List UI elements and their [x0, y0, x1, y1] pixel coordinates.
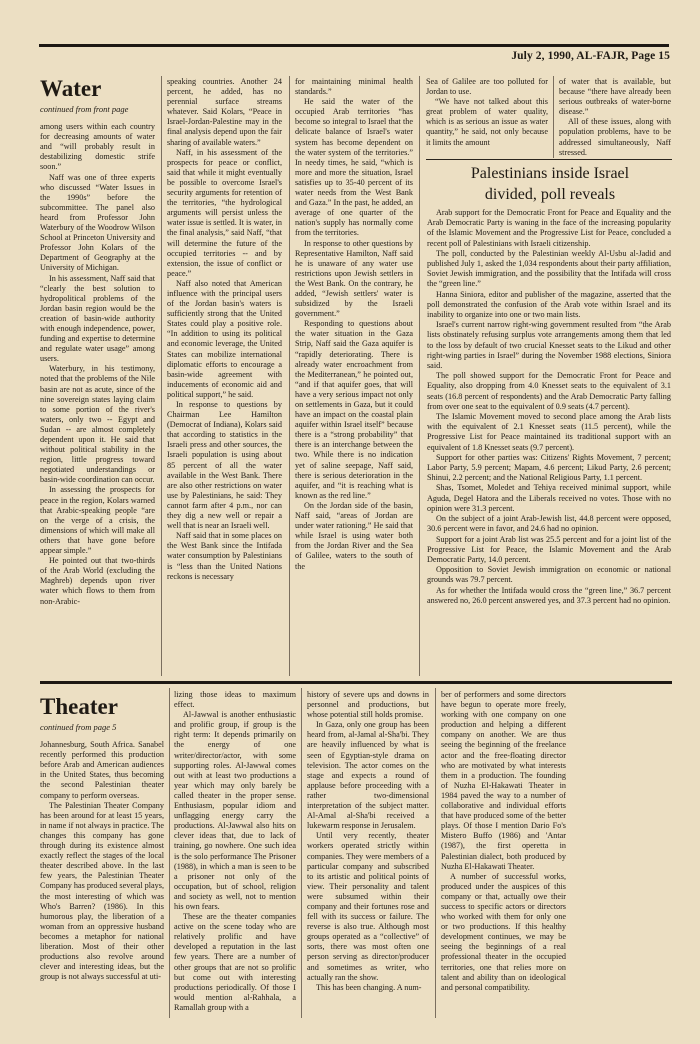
- poll-paragraph: Arab support for the Democratic Front for Peace and Equality and the Arab Democratic Party is waning in the face of the increasing popularity of the Islamic Movement and the Progressive List for Peace, concluded a recent poll of Palestinians with Israeli citizenship.: [427, 208, 671, 248]
- theater-column-3: [307, 690, 429, 1020]
- theater-paragraph: Al-Jawwal is another enthusiastic and prolific group, if group is the right term: It depends primarily on the energy of one writer/director/actor, with some supporting roles. Al-Jawwal comes out with at least two productions a year which may only barely be called theater in the proper sense. Enthusiasm, popular idiom and unflagging energy carry the productions. Al-Jawwal also hits on clever ideas that, due to lack of training, go nowhere. One such idea is the solo performance The Prisoner (1988), in which a man is seen to be a prisoner not only of the occupation, but of school, religion and society as well, not to mention his own fears.: [174, 710, 296, 911]
- poll-paragraph: Support for other parties was: Citizens' Rights Movement, 7 percent; Labor Party, 5.9 percent; Mapam, 4.6 percent; Likud Party, 2.6 percent; Shinui, 2.2 percent; and the National Religious Party, 1.1 percent.: [427, 452, 671, 483]
- poll-paragraph: Hanna Siniora, editor and publisher of the magazine, asserted that the poll demonstrated the confusion of the Arab vote within Israel and its inability to organize into one or two main lists.: [427, 289, 671, 320]
- water-paragraph: In assessing the prospects for peace in the region, Kolars warned that Arabic-speaking people “are on the verge of a crisis, the dimensions of which will make all others that have gone before appear simple.”: [40, 485, 155, 556]
- water-paragraph: In his assessment, Naff said that “clearly the best solution to hydropolitical problems of the Jordan basin region would be the creation of basin-wide authority with enough independence, power, funding and expertise to determine and regulate water usage” among users.: [40, 273, 155, 364]
- water-paragraph: Naff said that in some places on the West Bank since the Intifada water consumption by Palestinians is “less than the United Nations reckons is necessary: [167, 531, 282, 581]
- water-continued-line: continued from front page: [40, 104, 129, 114]
- water-paragraph: Waterbury, in his testimony, noted that the problems of the Nile basin are not as acute, since of the nine sovereign states laying claim to some portion of the river's waters, only two -- Egypt and Sudan -- are almost completely dependent upon it. He said that without political stability in the region, little progress toward negotiated understandings or basin-wide coordination can occur.: [40, 364, 155, 485]
- poll-body: [427, 208, 671, 678]
- page-folio: July 2, 1990, AL-FAJR, Page 15: [511, 50, 670, 62]
- theater-paragraph: Johannesburg, South Africa. Sanabel recently performed this production before Arab and American audiences in the United States, thus becoming the second Palestinian theater company to perform overseas.: [40, 740, 164, 800]
- column-divider: [435, 688, 436, 1018]
- column-divider: [301, 688, 302, 1018]
- water-paragraph: for maintaining minimal health standards.”: [295, 77, 413, 97]
- poll-paragraph: The poll showed support for the Democratic Front for Peace and Equality, also dropping from 4.0 Knesset seats to the equivalent of 3.1 seats (16.8 percent of respondents) and the Arab Democratic Party falling from over one seat to the equivalent of 0.9 seats (4.7 percent).: [427, 371, 671, 411]
- poll-paragraph: The Islamic Movement moved to second place among the Arab lists with the equivalent of 2.1 Knesset seats (11.5 percent), while the Progressive List for Peace maintained its traditional support with an equivalent of 1.8 Knesset seats (9.7 percent).: [427, 412, 671, 452]
- water-paragraph: speaking countries. Another 24 percent, he added, has no perennial surface streams whatever. Said Kolars, “Peace in Israel-Jordan-Palestine may in the final analysis depend upon the fair sharing of available waters.”: [167, 77, 282, 147]
- water-paragraph: In response to other questions by Representative Hamilton, Naff said he is unaware of any water use restrictions upon Jewish settlers in the West Bank. On the contrary, he added, “Jewish settlers' water is subsidized by the Israeli government.”: [295, 238, 413, 319]
- water-paragraph: In response to questions by Chairman Lee Hamilton (Democrat of Indiana), Kolars said that according to statistics in the Israeli press and other sources, the Israeli population is using about 85 percent of all the water available in the West Bank. There are also other restrictions on water use by Palestinians, he said: They cannot farm after 4 p.m., nor can they dig a new well or repair a well that is near an Israeli well.: [167, 400, 282, 531]
- water-paragraph: Naff also noted that American influence with the principal users of the Jordan basin's waters is sufficiently strong that the United States could play a positive role. “In addition to using its political and economic leverage, the United States can mobilize international diplomatic efforts to encourage a basin-wide agreement with inducements of economic aid and political support,” he said.: [167, 278, 282, 399]
- water-column-2: [167, 77, 282, 677]
- column-divider: [419, 76, 420, 676]
- theater-paragraph: history of severe ups and downs in personnel and productions, but whose potential still holds promise.: [307, 690, 429, 720]
- poll-paragraph: Israel's current narrow right-wing government resulted from “the Arab lists obstinately refusing surplus vote arrangements among them that led to the loss by default of two crucial Knesset seats to the Likud and other right-wing parties in Israel” during the November 1988 elections, Siniora said.: [427, 320, 671, 371]
- theater-paragraph: These are the theater companies active on the scene today who are relatively prolific and have developed a reputation in the last few years. There are a number of other groups that are not so prolific but come out with interesting productions periodically. Of those I would mention al-Rahhala, a Ramallah group with a: [174, 912, 296, 1012]
- column-divider: [289, 76, 290, 676]
- column-divider: [169, 688, 170, 1018]
- water-paragraph: He said the water of the occupied Arab territories “has become so integral to Israel that the delicate balance of Israel's water system has become dependent on the water system of the territories.” In needy times, he said, “which is more and more the situation, Israel satisfies up to 35-40 percent of its water needs from the West Bank and Gaza.” In the past, he added, an average of one quarter of the nation's supply has normally come from the territories.: [295, 97, 413, 238]
- section-separator: [40, 681, 672, 684]
- poll-headline: [430, 163, 670, 205]
- poll-paragraph: Support for a joint Arab list was 25.5 percent and for a joint list of the Progressive List for Peace, the Islamic Movement and the Arab Democratic Party, 14.0 percent.: [427, 534, 671, 564]
- water-column-5: [559, 77, 671, 159]
- theater-column-4: [441, 690, 672, 1020]
- theater-column-1: [40, 690, 164, 1020]
- poll-headline-line-1: Palestinians inside Israel: [470, 165, 630, 182]
- water-paragraph: Responding to questions about the water situation in the Gaza Strip, Naff said the Gaza aquifer is “rapidly deteriorating. There is already water encroachment from the Mediterranean,” he pointed out, “and if that aquifer goes, that will have a very serious impact not only on settlements in Gaza, but it could have an impact on the coastal plain aquifer within Israel itself” because there is a “strong probability” that there is an interchange between the two. While there is no indication yet of saline seepage, Naff said, there is serious deterioration in the aquifer, and “it is reaching what is known as the red line.”: [295, 319, 413, 500]
- theater-paragraph: The Palestinian Theater Company has been around for at least 15 years, in name if not always in practice. The changes this company has gone through during its existence almost exactly reflect the stages of the local theater described above. In the last few years, the Palestinian Theater Company has produced several plays, the most interesting of which was Who's Barren? (1986). In this humorous play, the liberation of a woman from an oppressive husband becomes a metaphor for national liberation. Most of their other productions also revolve around clever and interesting ideas, but the group is not always successful at uti-: [40, 800, 164, 982]
- theater-paragraph: ber of performers and some directors have begun to operate more freely, working with one company on one production and helping a different company on another. We are thus seeing the beginning of the freelance actor and the free-floating director who are motivated by what interests them in a production. The founding of Nuzha El-Hakawati Theater in 1984 paved the way to a number of collaborative and individual efforts that have produced some of the better plays. Of those I mention Dario Fo's Mistero Buffo (1986) and 'Antar (1987), the first operetta in Palestinian dialect, both produced by Nuzha El-Hakawati Theater.: [441, 690, 566, 871]
- water-paragraph: Sea of Galilee are too polluted for Jordan to use.: [426, 77, 548, 97]
- theater-column-4-inner: [441, 690, 566, 1020]
- column-divider: [161, 76, 162, 676]
- header-rule: [39, 44, 669, 47]
- water-column-4: [426, 77, 548, 159]
- water-paragraph: Naff was one of three experts who discussed “Water Issues in the 1990s” before the subcommittee. The panel also heard from Professor John Waterbury of the Woodrow Wilson School at Princeton University and Professor John Kolars of the Department of Geography at the University of Michigan.: [40, 172, 155, 273]
- poll-paragraph: As for whether the Intifada would cross the “green line,” 36.7 percent answered no, 26.0 percent answered yes, and 37.3 percent had no opinion.: [427, 585, 671, 605]
- theater-paragraph: Until very recently, theater workers operated strictly within companies. They were members of a particular company and subscribed to its artistic and political points of view. Their personality and talent were subsumed within their company and their fortunes rose and fell with its success or failure. The reverse is also true. Although most groups operated as a “collective” of sorts, there was most often one person serving as director/producer and sometimes as writer, who actually ran the show.: [307, 831, 429, 982]
- theater-paragraph: lizing those ideas to maximum effect.: [174, 690, 296, 710]
- water-paragraph: among users within each country for decreasing amounts of water and “will probably result in destabilizing domestic strife soon.”: [40, 122, 155, 172]
- poll-paragraph: Shas, Tsomet, Moledet and Tehiya received minimal support, while Aguda, Degel Hatora and the Liberals received no votes. Those with no opinion were 31.3 percent.: [427, 483, 671, 513]
- theater-headline: Theater: [40, 694, 118, 719]
- water-paragraph: of water that is available, but because “there have already been serious outbreaks of water-borne disease.”: [559, 77, 671, 117]
- water-paragraph: Naff, in his assessment of the prospects for peace or conflict, said that while it might eventually be possible to overcome Israel's security arguments for retention of the territories, “the hydrological arguments will persist unless the water issue is settled. It is water, in the final analysis,” said Naff, “that will determine the future of the occupied territories -- and by extension, the issue of conflict or peace.”: [167, 147, 282, 278]
- theater-continued-line: continued from page 5: [40, 722, 117, 732]
- water-paragraph: All of these issues, along with population problems, have to be addressed simultaneously, Naff stressed.: [559, 117, 671, 157]
- poll-paragraph: The poll, conducted by the Palestinian weekly Al-Usbu al-Jadid and published July 1, asked the 1,034 respondents about their party affiliation, Soviet Jewish immigration, and the possibility that the Intifada will cross the “green line.”: [427, 248, 671, 289]
- poll-paragraph: Opposition to Soviet Jewish immigration on economic or national grounds was 79.7 percent.: [427, 565, 671, 585]
- article-separator: [426, 159, 672, 160]
- water-column-1: [40, 76, 155, 768]
- water-paragraph: On the Jordan side of the basin, Naff said, “areas of Jordan are under water rationing.” He said that while Israel is using water both from the Jordan River and the Sea of Galilee, waters to the south of the: [295, 500, 413, 571]
- theater-paragraph: A number of successful works, produced under the auspices of this company or that, actually owe their success to specific actors or directors who worked with them for only one or two productions. If this healthy development continues, we may be seeing the beginnings of a real professional theater in the occupied territories, one that relies more on talent and ability than on ideological and personal compatibility.: [441, 871, 566, 992]
- theater-column-2: [174, 690, 296, 1020]
- water-paragraph: He pointed out that two-thirds of the Arab World (excluding the Maghreb) depends upon river water which flows to them from non-Arabic-: [40, 556, 155, 606]
- poll-paragraph: On the subject of a joint Arab-Jewish list, 44.8 percent were opposed, 30.6 percent were in favor, and 24.6 had no opinion.: [427, 514, 671, 534]
- water-paragraph: “We have not talked about this great problem of water quality, which is as serious an issue as water quantity,” he said, not only because it limits the amount: [426, 97, 548, 147]
- column-divider: [553, 76, 554, 158]
- theater-paragraph: In Gaza, only one group has been heard from, al-Jamal al-Sha'bi. They are heavily influenced by what is seen of Egyptian-style drama on television. The actor comes on the stage and expects a round of applause before proceeding with a rather two-dimensional interpretation of the subject matter. Al-Amal al-Sha'bi received a lukewarm response in Jerusalem.: [307, 720, 429, 831]
- water-headline: Water: [40, 76, 102, 101]
- water-column-3: [295, 77, 413, 677]
- theater-paragraph: This has been changing. A num-: [316, 982, 422, 992]
- poll-headline-line-2: divided, poll reveals: [484, 186, 616, 203]
